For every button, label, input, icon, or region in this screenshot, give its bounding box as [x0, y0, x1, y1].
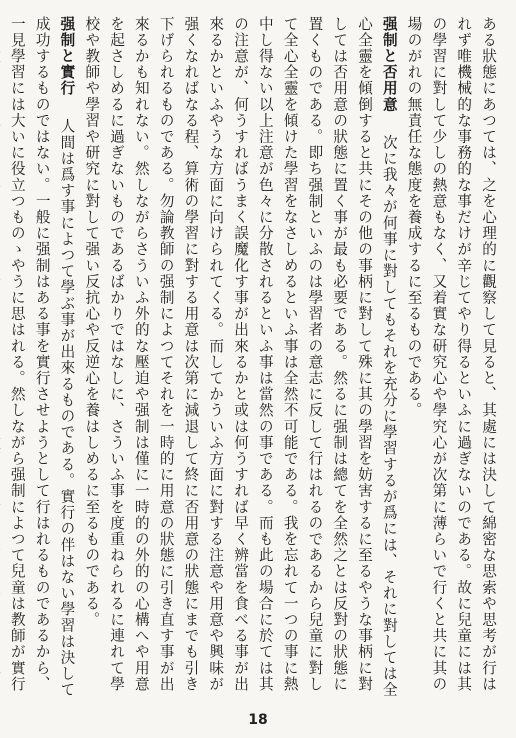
paragraph-text: ある狀態にあつては、之を心理的に觀察して見ると、其處には決して綿密な思索や思考が行はれず唯機械的な事務的な事だけが辛じてやり得るといふに過ぎないのである。故に兒童には其の學習に對して少しの熱意もなく、又着實な研究心や學究心が次第に薄らいで行くと共に其の場のがれの無責任な態度を養成するに至るものである。: [405, 16, 497, 693]
paragraph-coercion-and-practice: [0, 16, 78, 706]
paragraph-text: 人間は爲す事によつて學ぶ事が出來るものである。實行の伴はない學習は決して成功するものではない。一般に强制はある事を實行させようとして行はれるものであるから、一見學習には大いに役立つものゝやうに思はれる。然しながら强制によつて兒童は教師が實行: [8, 16, 76, 698]
section-heading: 强制と否用意: [380, 16, 398, 113]
vertical-text-body: [8, 16, 500, 706]
page-number: 18: [248, 712, 268, 728]
paragraph-coercion-and-unreadiness: [78, 16, 400, 706]
section-heading: 强制と實行: [58, 16, 76, 97]
paragraph-text: 次に我々が何事に對してもそれを充分に學習するが爲には、それに對しては全心全靈を傾倒すると共にその他の事柄に對して殊に其の學習を妨害するに至るやうな事柄に對しては否用意の狀態に置く事が最も必要である。然るに强制は總てを全然之とは反對の狀態に置くものである。即ち强制といふのは學習者の意志に反して行はれるのであるから兒童に對して全心全靈を傾けた學習をなさしめるといふ事は全然不可能である。我を忘れて一つの事に熱中し得ない以上注意が色々に分散されるといふ事は當然の事である。而も此の場合に於ては其の注意が、何うすればうまく誤魔化す事が出來るかと或は何うすれば早く辨當を食べる事が出來るかといふやうな方面に向けられてくる。而してかういふ方面に對する注意や用意や興味が强くなればなる程、算術の學習に對する用意は次第に減退して終に否用意の狀態にまでも引き下げられるものである。勿論教師の强制によつてそれを一時的に用意の狀態に引き直す事が出來るかも知れない。然しながらさういふ外的な壓迫や强制は僅に一時的の外的の心構へや用意を起さしめるに過ぎないものであるばかりではなしに、さういふ事を度重ねられるに連れて學校や教師や學習や研究に對して强い反抗心や反逆心を養はしめるに至るものである。: [83, 16, 398, 698]
paragraph-observation: [401, 16, 500, 706]
